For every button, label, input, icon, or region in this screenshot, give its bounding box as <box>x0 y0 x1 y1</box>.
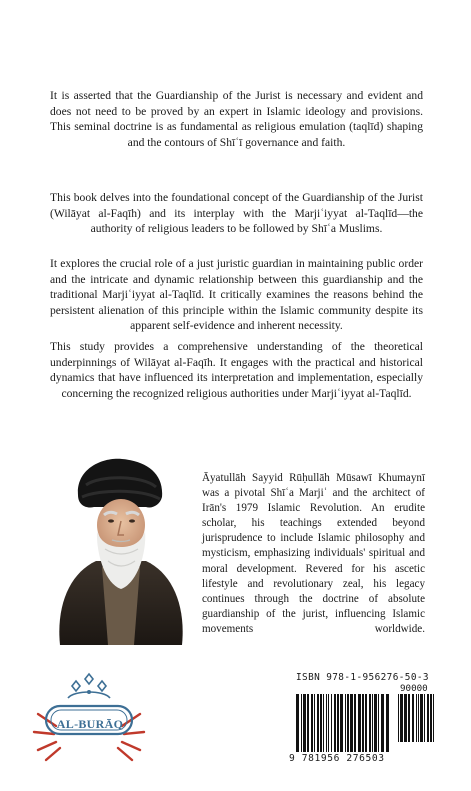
barcode-bar <box>337 694 339 752</box>
barcode-bar <box>301 694 302 752</box>
barcode-bar <box>307 694 309 752</box>
barcode-bar <box>369 694 371 752</box>
barcode-bar <box>398 694 399 742</box>
author-bio: Āyatullāh Sayyid Rūḥullāh Mūsawī Khumaynī was a pivotal Shīʿa Marjiʿ and the architect of Irān's 1979 Islamic Revolution. An erudite scholar, his teachings extended beyond jurisprudence to include Islamic philosophy and mysticism, emphasizing individuals' spiritual and moral development. Revered for his ascetic lifestyle and revolutionary zeal, his legacy continues through the doctrine of absolute guardianship of the jurist, influencing Islamic movements worldwide. <box>202 472 425 635</box>
barcode-bar <box>314 694 315 752</box>
price-barcode-bars <box>398 694 436 742</box>
barcode-bar <box>418 694 419 742</box>
barcode-bar <box>420 694 423 742</box>
barcode-bar <box>296 694 299 752</box>
barcode-bar <box>320 694 322 752</box>
barcode-bar <box>378 694 379 752</box>
barcode-bar <box>430 694 432 742</box>
barcode-bar <box>412 694 414 742</box>
barcode-bar <box>424 694 425 742</box>
barcode-bar <box>381 694 384 752</box>
isbn-number: ISBN 978-1-956276-50-3 <box>296 672 429 683</box>
barcode-bar <box>303 694 306 752</box>
barcode-bar <box>400 694 403 742</box>
author-portrait <box>50 455 190 645</box>
barcode-bars <box>296 694 392 752</box>
barcode-bar <box>326 694 327 752</box>
barcode-bar <box>331 694 332 752</box>
barcode-bar <box>323 694 324 752</box>
al-buraq-logo <box>30 668 148 764</box>
barcode-bar <box>374 694 377 752</box>
description-paragraph-2: It explores the crucial role of a just juristic guardian in maintaining public order and the intricate and dynamic relationship between this guardianship and the traditional Marjiʿiyyat al-Taqlīd. It critically examines the reasons behind the persistent alienation of this principle within the Islamic community despite its apparent self-evidence and inherent necessity. <box>50 257 423 333</box>
publisher-name: AL-BURĀQ <box>56 717 124 731</box>
price-code: 90000 <box>400 683 428 694</box>
barcode-bar <box>311 694 313 752</box>
barcode-bar <box>433 694 434 742</box>
barcode-bar <box>354 694 356 752</box>
description-paragraph-3: This study provides a comprehensive understanding of the theoretical underpinnings of Wilāyat al-Faqīh. It engages with the practical and historical dynamics that have influenced its interpretation and implementation, especially concerning the recognized religious authorities under Marjiʿiyyat al-Taqlīd. <box>50 340 423 400</box>
barcode-bar <box>328 694 329 752</box>
barcode-bar <box>345 694 346 752</box>
description-paragraph-1: This book delves into the foundational concept of the Guardianship of the Jurist (Wilāyat al-Faqīh) and its interplay with the Marjiʿiyyat al-Taqlīd—the authority of religious leaders to be followed by Shīʿa Muslims. <box>50 191 423 236</box>
barcode-bar <box>427 694 429 742</box>
barcode-bar <box>340 694 343 752</box>
barcode-bar <box>362 694 364 752</box>
barcode-bar <box>404 694 407 742</box>
barcode-bar <box>350 694 353 752</box>
barcode-bar <box>358 694 361 752</box>
intro-paragraph: It is asserted that the Guardianship of the Jurist is necessary and evident and does not need to be proved by an expert in Islamic ideology and provisions. This seminal doctrine is as fundamental as religious emulation (taqlīd) shaping and the contours of Shīʿī governance and faith. <box>50 89 423 149</box>
barcode-bar <box>317 694 319 752</box>
barcode-bar <box>365 694 367 752</box>
barcode-bar <box>408 694 410 742</box>
barcode-bar <box>334 694 336 752</box>
barcode-digits: 9 781956 276503 <box>289 753 385 764</box>
barcode-bar <box>416 694 417 742</box>
barcode-bar <box>347 694 349 752</box>
barcode-bar <box>372 694 373 752</box>
barcode-bar <box>386 694 389 752</box>
